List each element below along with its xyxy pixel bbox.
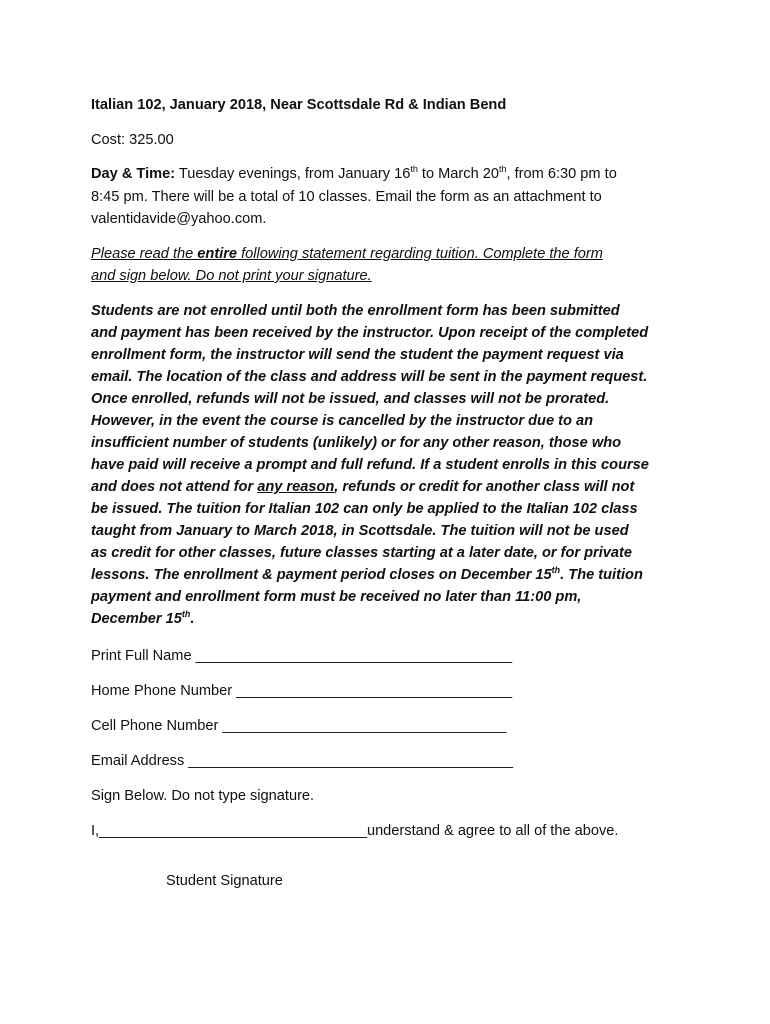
policy-line-any-reason [91, 476, 634, 498]
policy-text-b: . [190, 611, 195, 627]
policy-text-a: and does not attend for [91, 479, 258, 495]
home-phone-field[interactable]: Home Phone Number __________________________________ [91, 683, 513, 699]
page-title: Italian 102, January 2018, Near Scottsdale Rd & Indian Bend [91, 97, 507, 113]
cell-phone-field[interactable]: Cell Phone Number ___________________________________ [91, 718, 507, 734]
policy-line: Once enrolled, refunds will not be issued, and classes will not be prorated. [91, 391, 610, 407]
policy-text-b: , refunds or credit for another class will not [334, 479, 635, 495]
policy-text-a: lessons. The enrollment & payment period closes on December 15 [91, 567, 552, 583]
policy-line: enrollment form, the instructor will send the student the payment request via [91, 347, 624, 363]
policy-line: payment and enrollment form must be received no later than 11:00 pm, [91, 589, 582, 605]
policy-line: taught from January to March 2018, in Scottsdale. The tuition will not be used [91, 523, 629, 539]
email-field[interactable]: Email Address ________________________________________ [91, 753, 513, 769]
signature-field[interactable]: I,_________________________________understand & agree to all of the above. [91, 823, 619, 839]
policy-text-a: December 15 [91, 611, 182, 627]
policy-line: insufficient number of students (unlikely) or for any other reason, those who [91, 435, 622, 451]
signature-instruction: Sign Below. Do not type signature. [91, 788, 315, 804]
policy-line: be issued. The tuition for Italian 102 can only be applied to the Italian 102 class [91, 501, 638, 517]
policy-sup: th [551, 565, 561, 575]
policy-line: as credit for other classes, future classes starting at a later date, or for private [91, 545, 632, 561]
instruction-line-2: and sign below. Do not print your signature. [91, 268, 372, 284]
instruction-line-1 [91, 243, 603, 265]
cost-line: Cost: 325.00 [91, 132, 174, 148]
instruction-text-a: Please read the [91, 246, 198, 262]
policy-line: and payment has been received by the instructor. Upon receipt of the completed [91, 325, 649, 341]
policy-line: Students are not enrolled until both the enrollment form has been submitted [91, 303, 620, 319]
schedule-label: Day & Time: [91, 166, 176, 182]
schedule-sup-2: th [498, 164, 507, 174]
policy-line-deadline [91, 608, 194, 630]
policy-text-b: . The tuition [560, 567, 643, 583]
schedule-text-b: to March 20 [417, 166, 499, 182]
policy-sup: th [181, 609, 191, 619]
schedule-text-a: Tuesday evenings, from January 16 [175, 166, 411, 182]
policy-line-closing-date [91, 564, 643, 586]
schedule-line-1 [91, 163, 617, 185]
policy-underlined: any reason [257, 479, 335, 495]
instruction-text-b: following statement regarding tuition. Complete the form [237, 246, 603, 262]
signature-caption: Student Signature [166, 872, 283, 889]
schedule-line-2: 8:45 pm. There will be a total of 10 classes. Email the form as an attachment to [91, 189, 602, 205]
schedule-text-c: , from 6:30 pm to [506, 166, 617, 182]
schedule-sup-1: th [410, 164, 418, 174]
print-name-field[interactable]: Print Full Name _______________________________________ [91, 648, 513, 664]
policy-line: email. The location of the class and address will be sent in the payment request. [91, 369, 648, 385]
policy-line: have paid will receive a prompt and full refund. If a student enrolls in this course [91, 457, 649, 473]
schedule-line-3: valentidavide@yahoo.com. [91, 211, 267, 227]
policy-line: However, in the event the course is cancelled by the instructor due to an [91, 413, 593, 429]
instruction-emphasis: entire [197, 246, 238, 262]
